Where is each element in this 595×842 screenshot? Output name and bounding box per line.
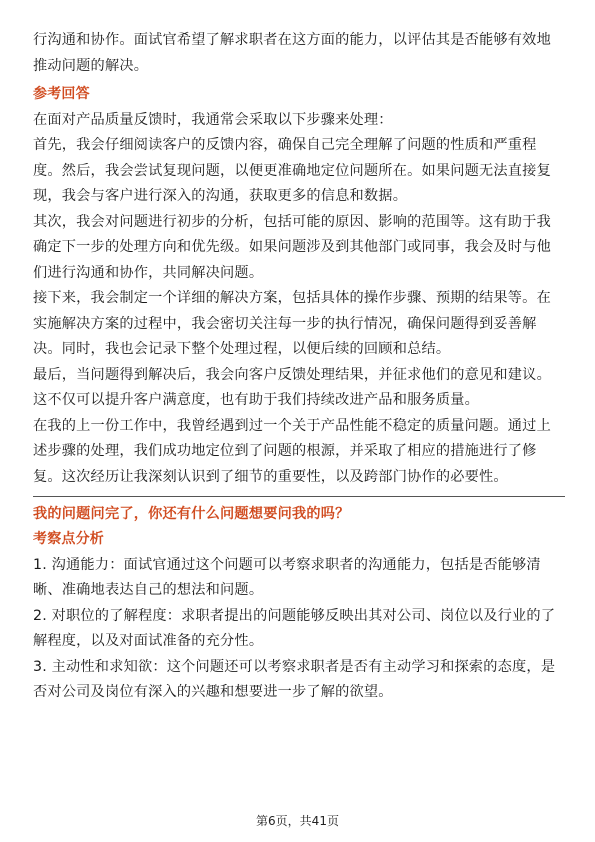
answer-line: 复。这次经历让我深刻认识到了细节的重要性，以及跨部门协作的必要性。 (33, 468, 508, 485)
answer-line: 在我的上一份工作中，我曾经遇到过一个关于产品性能不稳定的质量问题。通过上 (33, 417, 551, 434)
answer-line: 确定下一步的处理方向和优先级。如果问题涉及到其他部门或同事，我会及时与他 (33, 239, 551, 255)
analysis-line: 晰、准确地表达自己的想法和问题。 (33, 582, 264, 598)
answer-line: 度。然后，我会尝试复现问题，以便更准确地定位问题所在。如果问题无法直接复 (33, 162, 551, 179)
analysis-title: 考察点分析 (33, 531, 104, 547)
answer-line: 接下来，我会制定一个详细的解决方案，包括具体的操作步骤、预期的结果等。在 (33, 290, 551, 306)
page-content (33, 28, 565, 706)
answer-line: 决。同时，我也会记录下整个处理过程，以便后续的回顾和总结。 (33, 341, 451, 357)
answer-line: 最后，当问题得到解决后，我会向客户反馈处理结果，并征求他们的意见和建议。 (33, 366, 551, 383)
analysis-line: 3. 主动性和求知欲：这个问题还可以考察求职者是否有主动学习和探索的态度，是 (33, 658, 556, 675)
answer-line: 这不仅可以提升客户满意度，也有助于我们持续改进产品和服务质量。 (33, 392, 480, 408)
analysis-line: 1. 沟通能力：面试官通过这个问题可以考察求职者的沟通能力，包括是否能够清 (33, 556, 541, 573)
section-divider (33, 496, 565, 497)
answer-line: 述步骤的处理，我们成功地定位到了问题的根源，并采取了相应的措施进行了修 (33, 443, 537, 459)
analysis-line: 2. 对职位的了解程度：求职者提出的问题能够反映出其对公司、岗位以及行业的了 (33, 607, 556, 624)
question-heading: 我的问题问完了，你还有什么问题想要问我的吗？ (33, 506, 350, 522)
intro-line: 行沟通和协作。面试官希望了解求职者在这方面的能力，以评估其是否能够有效地 (33, 32, 551, 48)
analysis-line: 否对公司及岗位有深入的兴趣和想要进一步了解的欲望。 (33, 684, 393, 700)
answer-line: 首先，我会仔细阅读客户的反馈内容，确保自己完全理解了问题的性质和严重程 (33, 137, 537, 153)
intro-line: 推动问题的解决。 (33, 57, 149, 74)
answer-line: 现，我会与客户进行深入的沟通，获取更多的信息和数据。 (33, 188, 408, 204)
answer-lead: 在面对产品质量反馈时，我通常会采取以下步骤来处理： (33, 111, 393, 128)
answer-line: 们进行沟通和协作，共同解决问题。 (33, 264, 264, 281)
analysis-line: 解程度，以及对面试准备的充分性。 (33, 633, 264, 649)
answer-line: 其次，我会对问题进行初步的分析，包括可能的原因、影响的范围等。这有助于我 (33, 213, 551, 230)
answer-title: 参考回答 (33, 86, 90, 102)
page-number: 第6页，共41页 (256, 814, 339, 828)
answer-line: 实施解决方案的过程中，我会密切关注每一步的执行情况，确保问题得到妥善解 (33, 315, 537, 332)
